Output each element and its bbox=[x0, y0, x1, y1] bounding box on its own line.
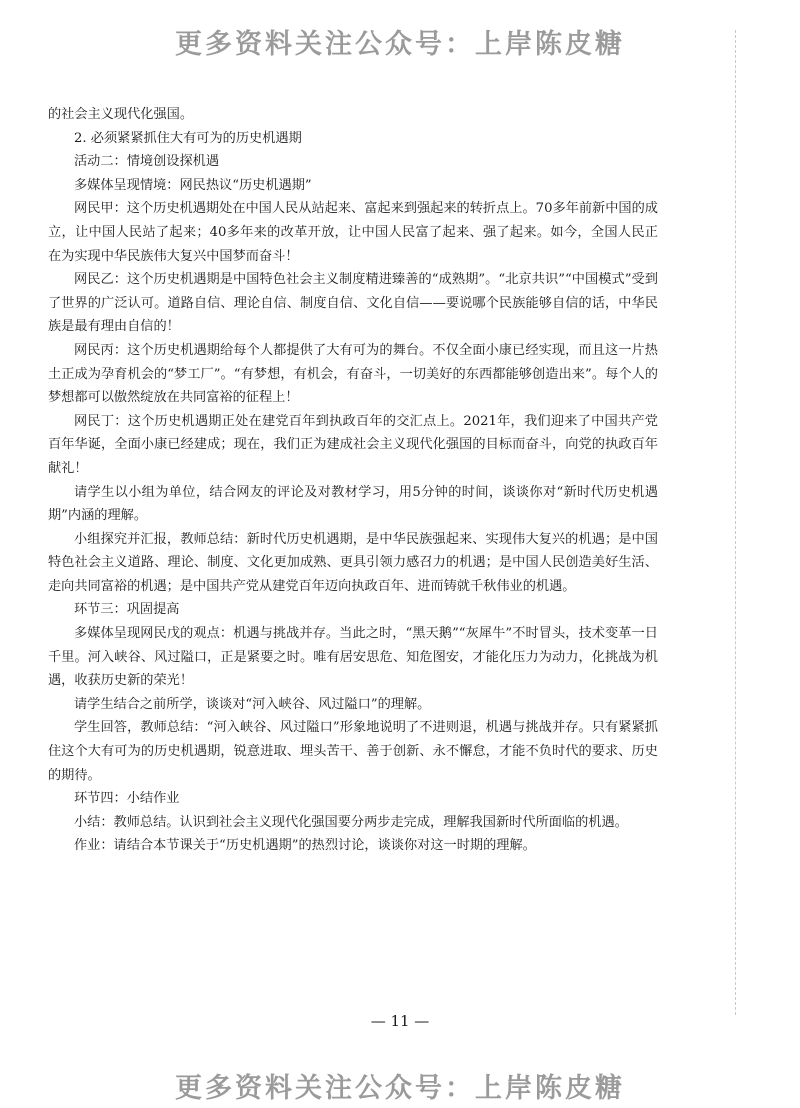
paragraph: 请学生结合之前所学，谈谈对“河入峡谷、风过隘口”的理解。 bbox=[74, 696, 431, 712]
paragraph: 作业：请结合本节课关于“历史机遇期”的热烈讨论，谈谈你对这一时期的理解。 bbox=[74, 838, 536, 854]
paragraph: 的社会主义现代化强国。 bbox=[48, 107, 194, 122]
paragraph: 网民丙：这个历史机遇期给每个人都提供了大有可为的舞台。不仅全面小康已经实现，而且这一片热土正成为孕育机会的“梦工厂”。“有梦想，有机会，有奋斗，一切美好的东西都能够创造出来”。每个人的梦想都可以傲然绽放在共同富裕的征程上！ bbox=[48, 342, 658, 406]
paragraph: 小结：教师总结。认识到社会主义现代化强国要分两步走完成，理解我国新时代所面临的机遇。 bbox=[74, 814, 628, 830]
paragraph: 学生回答，教师总结：“河入峡谷、风过隘口”形象地说明了不进则退，机遇与挑战并存。只有紧紧抓住这个大有可为的历史机遇期，锐意进取、埋头苦干、善于创新、永不懈怠，才能不负时代的要求、历史的期待。 bbox=[48, 720, 658, 783]
paragraph: 多媒体呈现情境：网民热议“历史机遇期” bbox=[74, 177, 312, 193]
page-edge-line bbox=[735, 30, 736, 1015]
watermark-bottom: 更多资料关注公众号：上岸陈皮糖 bbox=[175, 1073, 625, 1104]
step-heading: 环节三：巩固提高 bbox=[74, 602, 180, 618]
document-body bbox=[48, 103, 658, 858]
paragraph: 网民乙：这个历史机遇期是中国特色社会主义制度精进臻善的“成熟期”。“北京共识”“中国模式”受到了世界的广泛认可。道路自信、理论自信、制度自信、文化自信——要说哪个民族能够自信的话，中华民族是最有理由自信的！ bbox=[48, 272, 658, 335]
step-heading: 环节四：小结作业 bbox=[74, 791, 180, 807]
activity-heading: 活动二：情境创设探机遇 bbox=[74, 154, 220, 170]
section-heading: 2. 必须紧紧抓住大有可为的历史机遇期 bbox=[74, 130, 302, 146]
page-number: — 11 — bbox=[370, 1012, 430, 1030]
paragraph: 网民甲：这个历史机遇期处在中国人民从站起来、富起来到强起来的转折点上。70多年前新中国的成立，让中国人民站了起来；40多年来的改革开放，让中国人民富了起来、强了起来。如今，全国人民正在为实现中华民族伟大复兴中国梦而奋斗！ bbox=[48, 201, 658, 264]
paragraph: 网民丁：这个历史机遇期正处在建党百年到执政百年的交汇点上。2021年，我们迎来了中国共产党百年华诞，全面小康已经建成；现在，我们正为建成社会主义现代化强国的目标而奋斗，向党的执政百年献礼！ bbox=[48, 413, 658, 476]
watermark-top: 更多资料关注公众号：上岸陈皮糖 bbox=[175, 29, 625, 60]
paragraph: 请学生以小组为单位，结合网友的评论及对教材学习，用5分钟的时间，谈谈你对“新时代历史机遇期”内涵的理解。 bbox=[48, 484, 658, 524]
paragraph: 小组探究并汇报，教师总结：新时代历史机遇期，是中华民族强起来、实现伟大复兴的机遇；是中国特色社会主义道路、理论、制度、文化更加成熟、更具引领力感召力的机遇；是中国人民创造美好生活、走向共同富裕的机遇；是中国共产党从建党百年迈向执政百年、进而铸就千秋伟业的机遇。 bbox=[48, 531, 658, 594]
paragraph: 多媒体呈现网民戊的观点：机遇与挑战并存。当此之时，“黑天鹅”“灰犀牛”不时冒头，技术变革一日千里。河入峡谷、风过隘口，正是紧要之时。唯有居安思危、知危图安，才能化压力为动力，化挑战为机遇，收获历史新的荣光！ bbox=[48, 626, 658, 689]
